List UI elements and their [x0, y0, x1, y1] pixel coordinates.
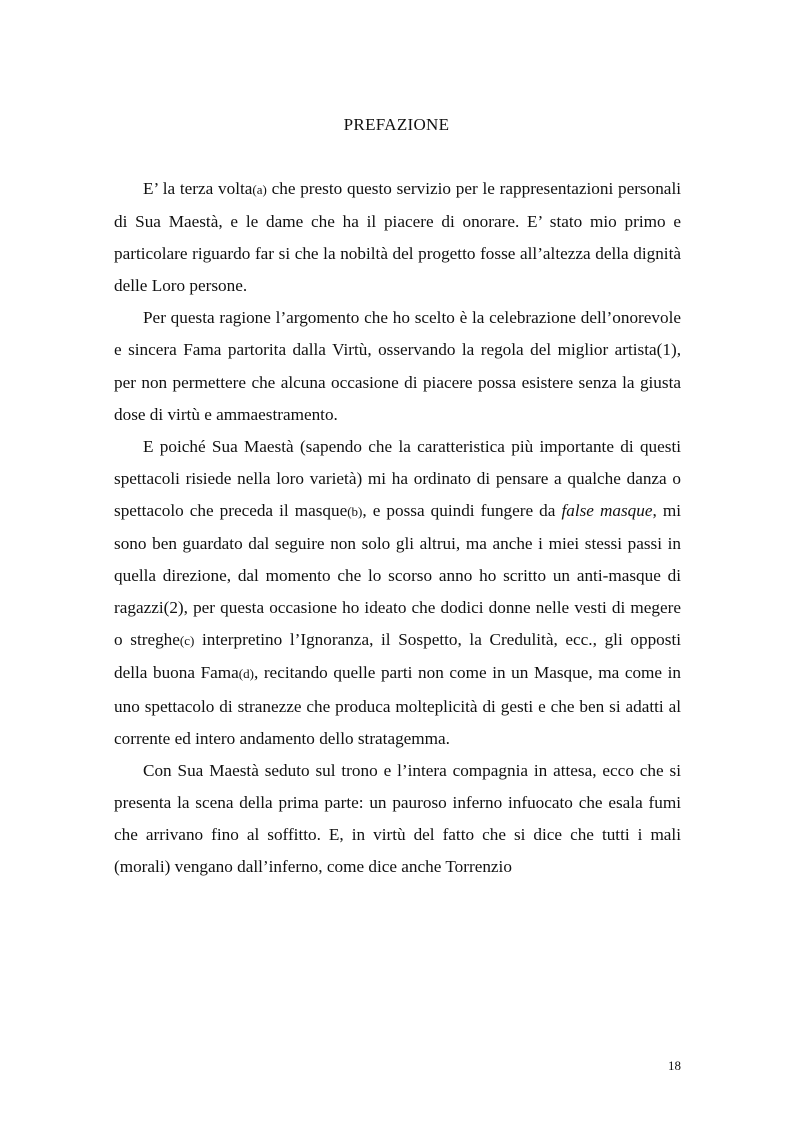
footnote-marker: (c)	[179, 633, 195, 649]
paragraph-text: che presto questo servizio per le rappresentazioni personali di Sua Maestà, e le dame che ha il piacere di onorare. E’ stato mio primo e particolare riguardo far si che la nobiltà del progetto fosse all’altezza della dignità delle Loro persone.	[114, 179, 681, 296]
paragraph-2	[114, 302, 681, 430]
footnote-marker: (a)	[252, 182, 267, 197]
paragraph-text: E’ la terza volta	[143, 179, 253, 198]
paragraph-4	[114, 755, 681, 883]
paragraph-text: Con Sua Maestà seduto sul trono e l’intera compagnia in attesa, ecco che si presenta la scena della prima parte: un pauroso inferno infuocato che esala fumi che arrivano fino al soffitto. E, in virtù del fatto che si dice che tutti i mali (morali) vengano dall’inferno, come dice anche Torrenzio	[114, 760, 681, 876]
paragraph-text: , e possa quindi fungere da	[362, 500, 562, 520]
paragraph-text: Per questa ragione l’argomento che ho scelto è la celebrazione dell’onorevole e sincera Fama partorita dalla Virtù, osservando la regola del miglior artista(1), per non permettere che alcuna occasione di piacere possa esistere senza la giusta dose di virtù e ammaestramento.	[114, 308, 681, 424]
paragraph-text: , mi sono ben guardato dal seguire non solo gli altrui, ma anche i miei stessi passi in quella direzione, dal momento che lo scorso anno ho scritto un anti-masque di ragazzi(2), per questa occasione ho ideato che dodici donne nelle vesti di megere o streghe	[114, 500, 681, 650]
paragraph-text: E poiché Sua Maestà (sapendo che la caratteristica più importante di questi spettacoli risiede nella loro varietà) mi ha ordinato di pensare a qualche danza o spettacolo che preceda il masque	[114, 436, 681, 520]
page-title: PREFAZIONE	[343, 115, 450, 134]
footnote-marker: (b)	[347, 503, 363, 519]
paragraph-3	[114, 431, 681, 755]
paragraph-text: interpretino l’Ignoranza, il Sospetto, la Credulità, ecc., gli opposti della buona Fama	[114, 630, 681, 683]
body-text	[114, 173, 681, 883]
paragraph-1	[114, 173, 681, 302]
page-number: 18	[668, 1058, 681, 1073]
italic-term: false masque	[561, 500, 653, 520]
paragraph-text: , recitando quelle parti non come in un Masque, ma come in uno spettacolo di stranezze che produca molteplicità di gesti e che ben si adatti al corrente ed intero andamento dello stratagemma.	[114, 663, 682, 748]
footnote-marker: (d)	[238, 666, 254, 682]
